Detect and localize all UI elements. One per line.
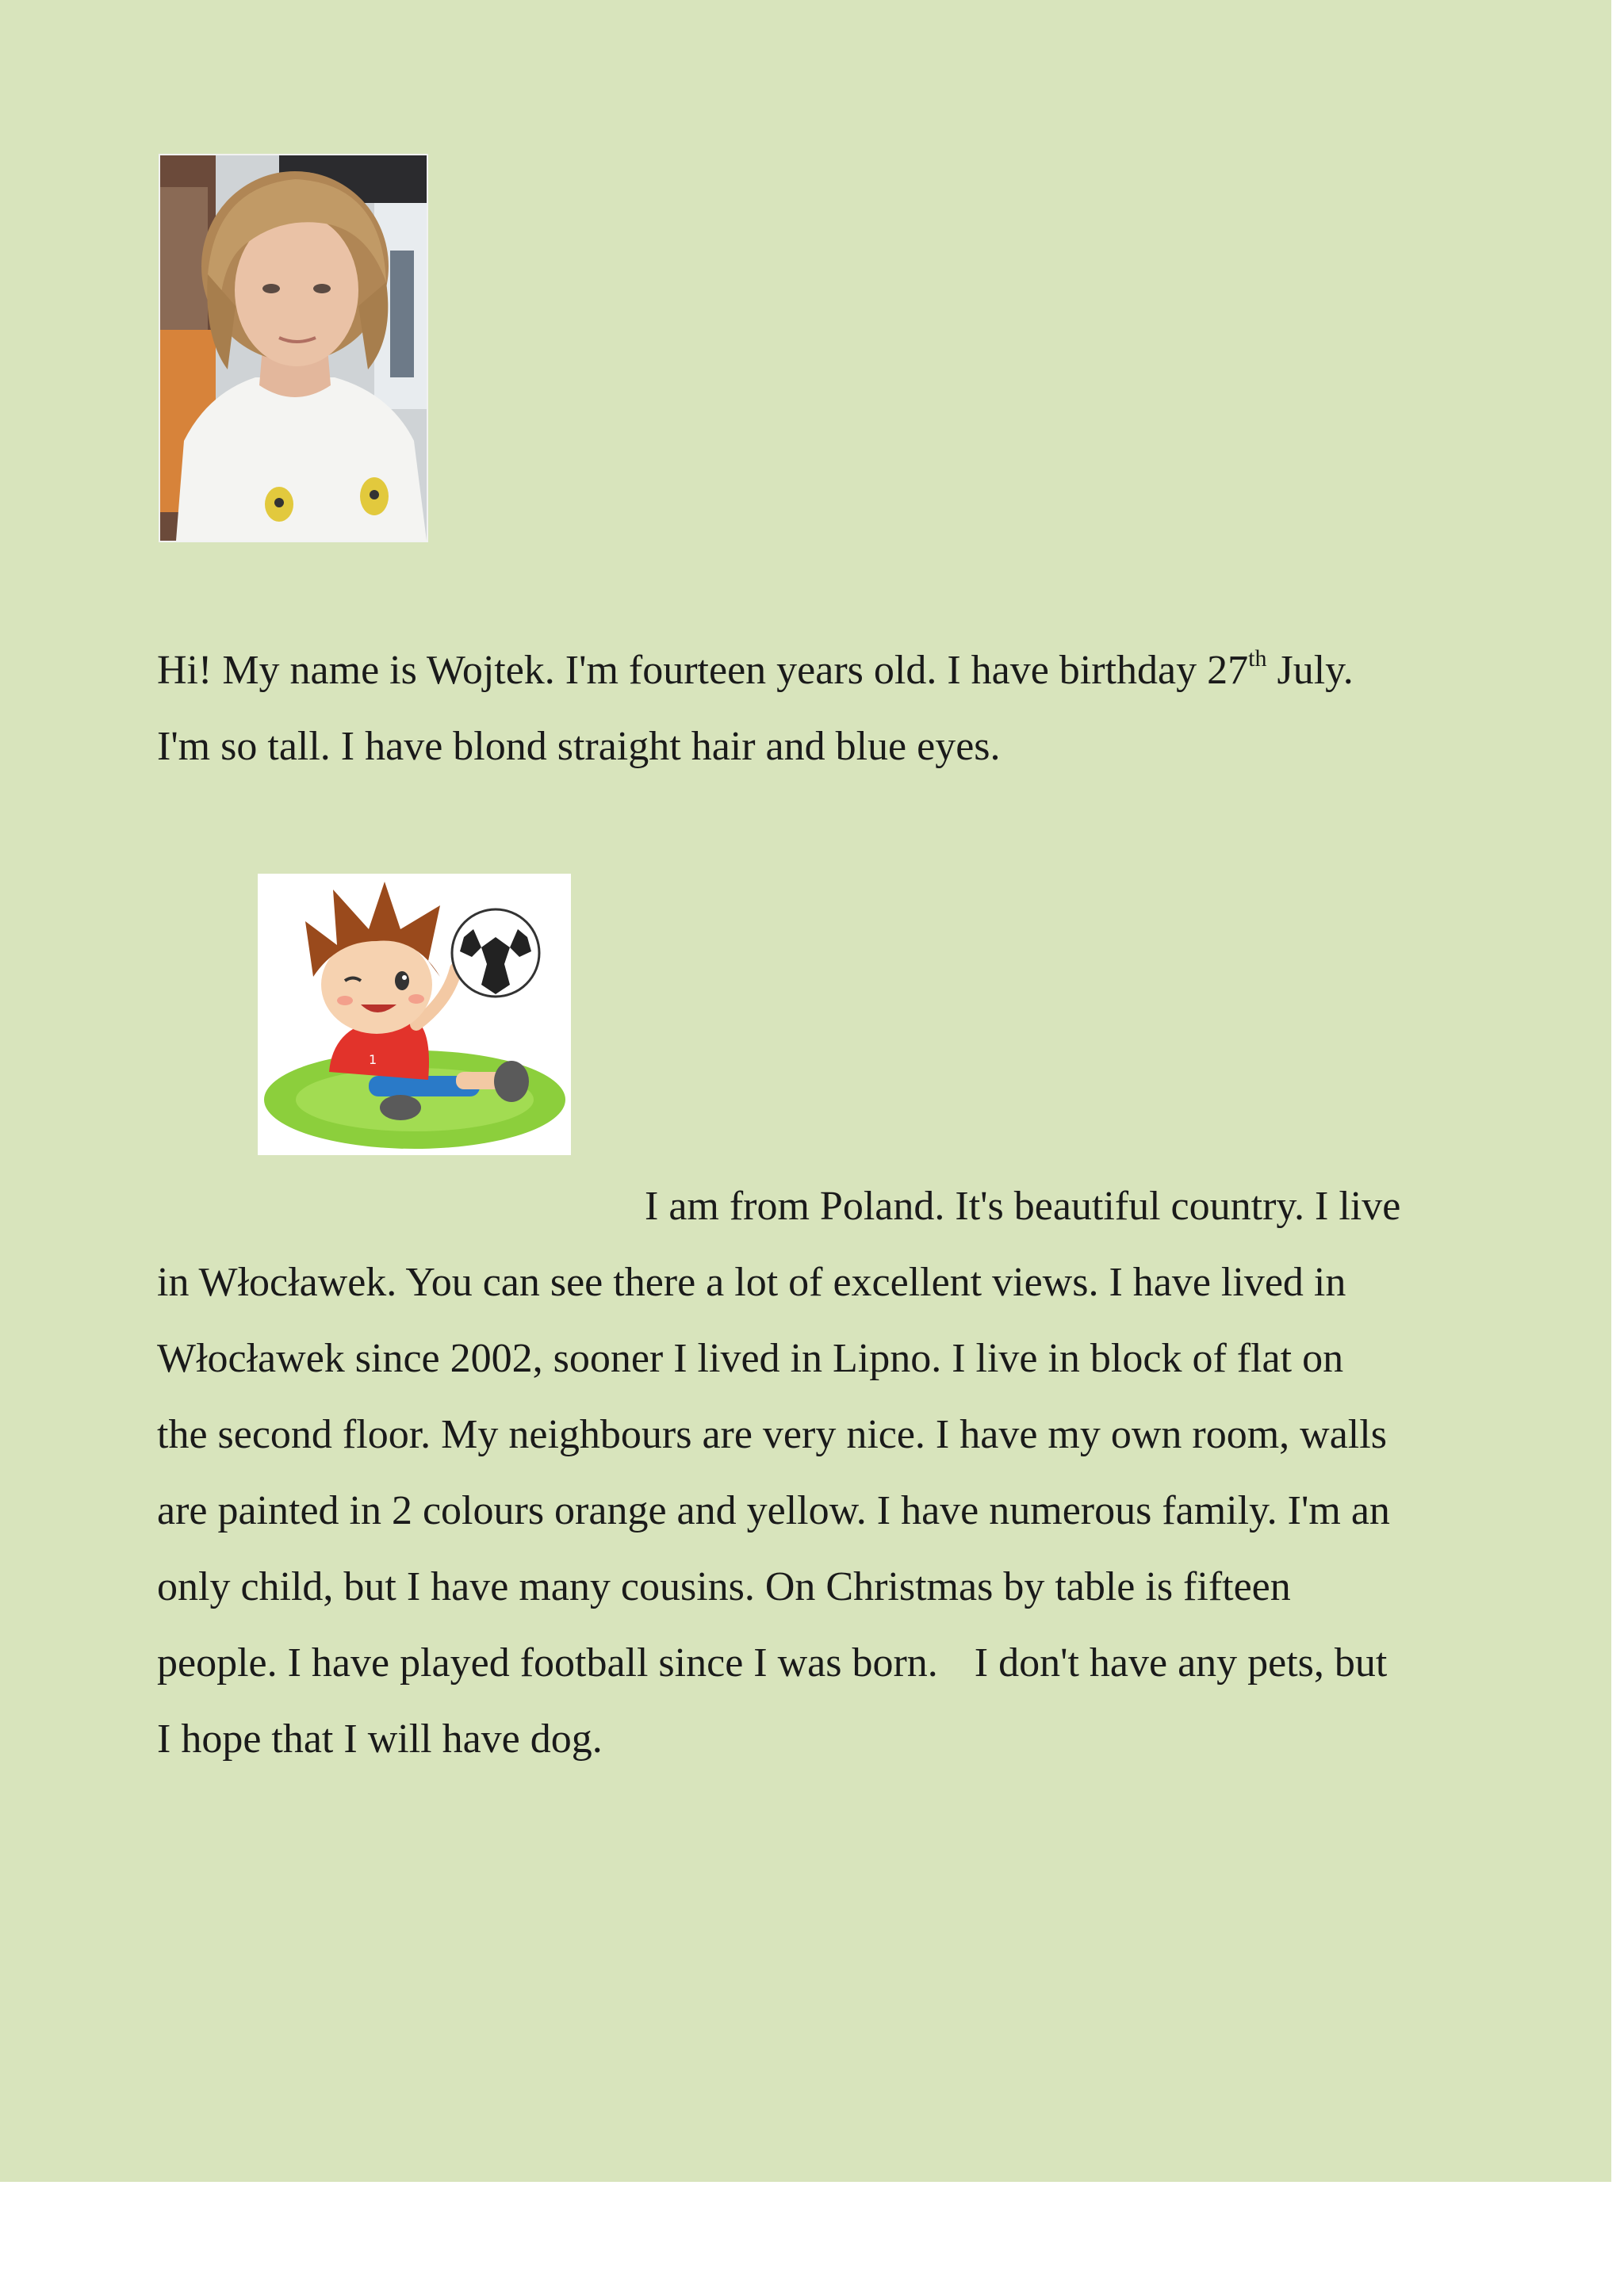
body-line-4: the second floor. My neighbours are very nice. I have my own room, walls [157,1412,1387,1457]
ordinal-superscript: th [1248,645,1267,672]
body-line-7: people. I have played football since I was born. I don't have any pets, but [157,1640,1388,1686]
body-line-3: Włocławek since 2002, sooner I lived in Lipno. I live in block of flat on [157,1336,1344,1381]
body-line-1: I am from Poland. It's beautiful country. I live [645,1184,1401,1229]
intro-line-1: Hi! My name is Wojtek. I'm fourteen years old. I have birthday 27th July. [157,645,1354,693]
body-line-5: are painted in 2 colours orange and yellow. I have numerous family. I'm an [157,1488,1390,1533]
portrait-photo [159,154,428,542]
intro-paragraph [157,633,1505,785]
body-line-2: in Włocławek. You can see there a lot of excellent views. I have lived in [157,1260,1346,1305]
intro-line-2: I'm so tall. I have blond straight hair and blue eyes. [157,724,1001,769]
svg-text:1: 1 [369,1052,377,1067]
soccer-boy-clipart [258,874,571,1155]
body-line-6: only child, but I have many cousins. On Christmas by table is fifteen [157,1564,1291,1609]
body-line-8: I hope that I will have dog. [157,1716,603,1762]
body-paragraph [157,1169,1505,1777]
